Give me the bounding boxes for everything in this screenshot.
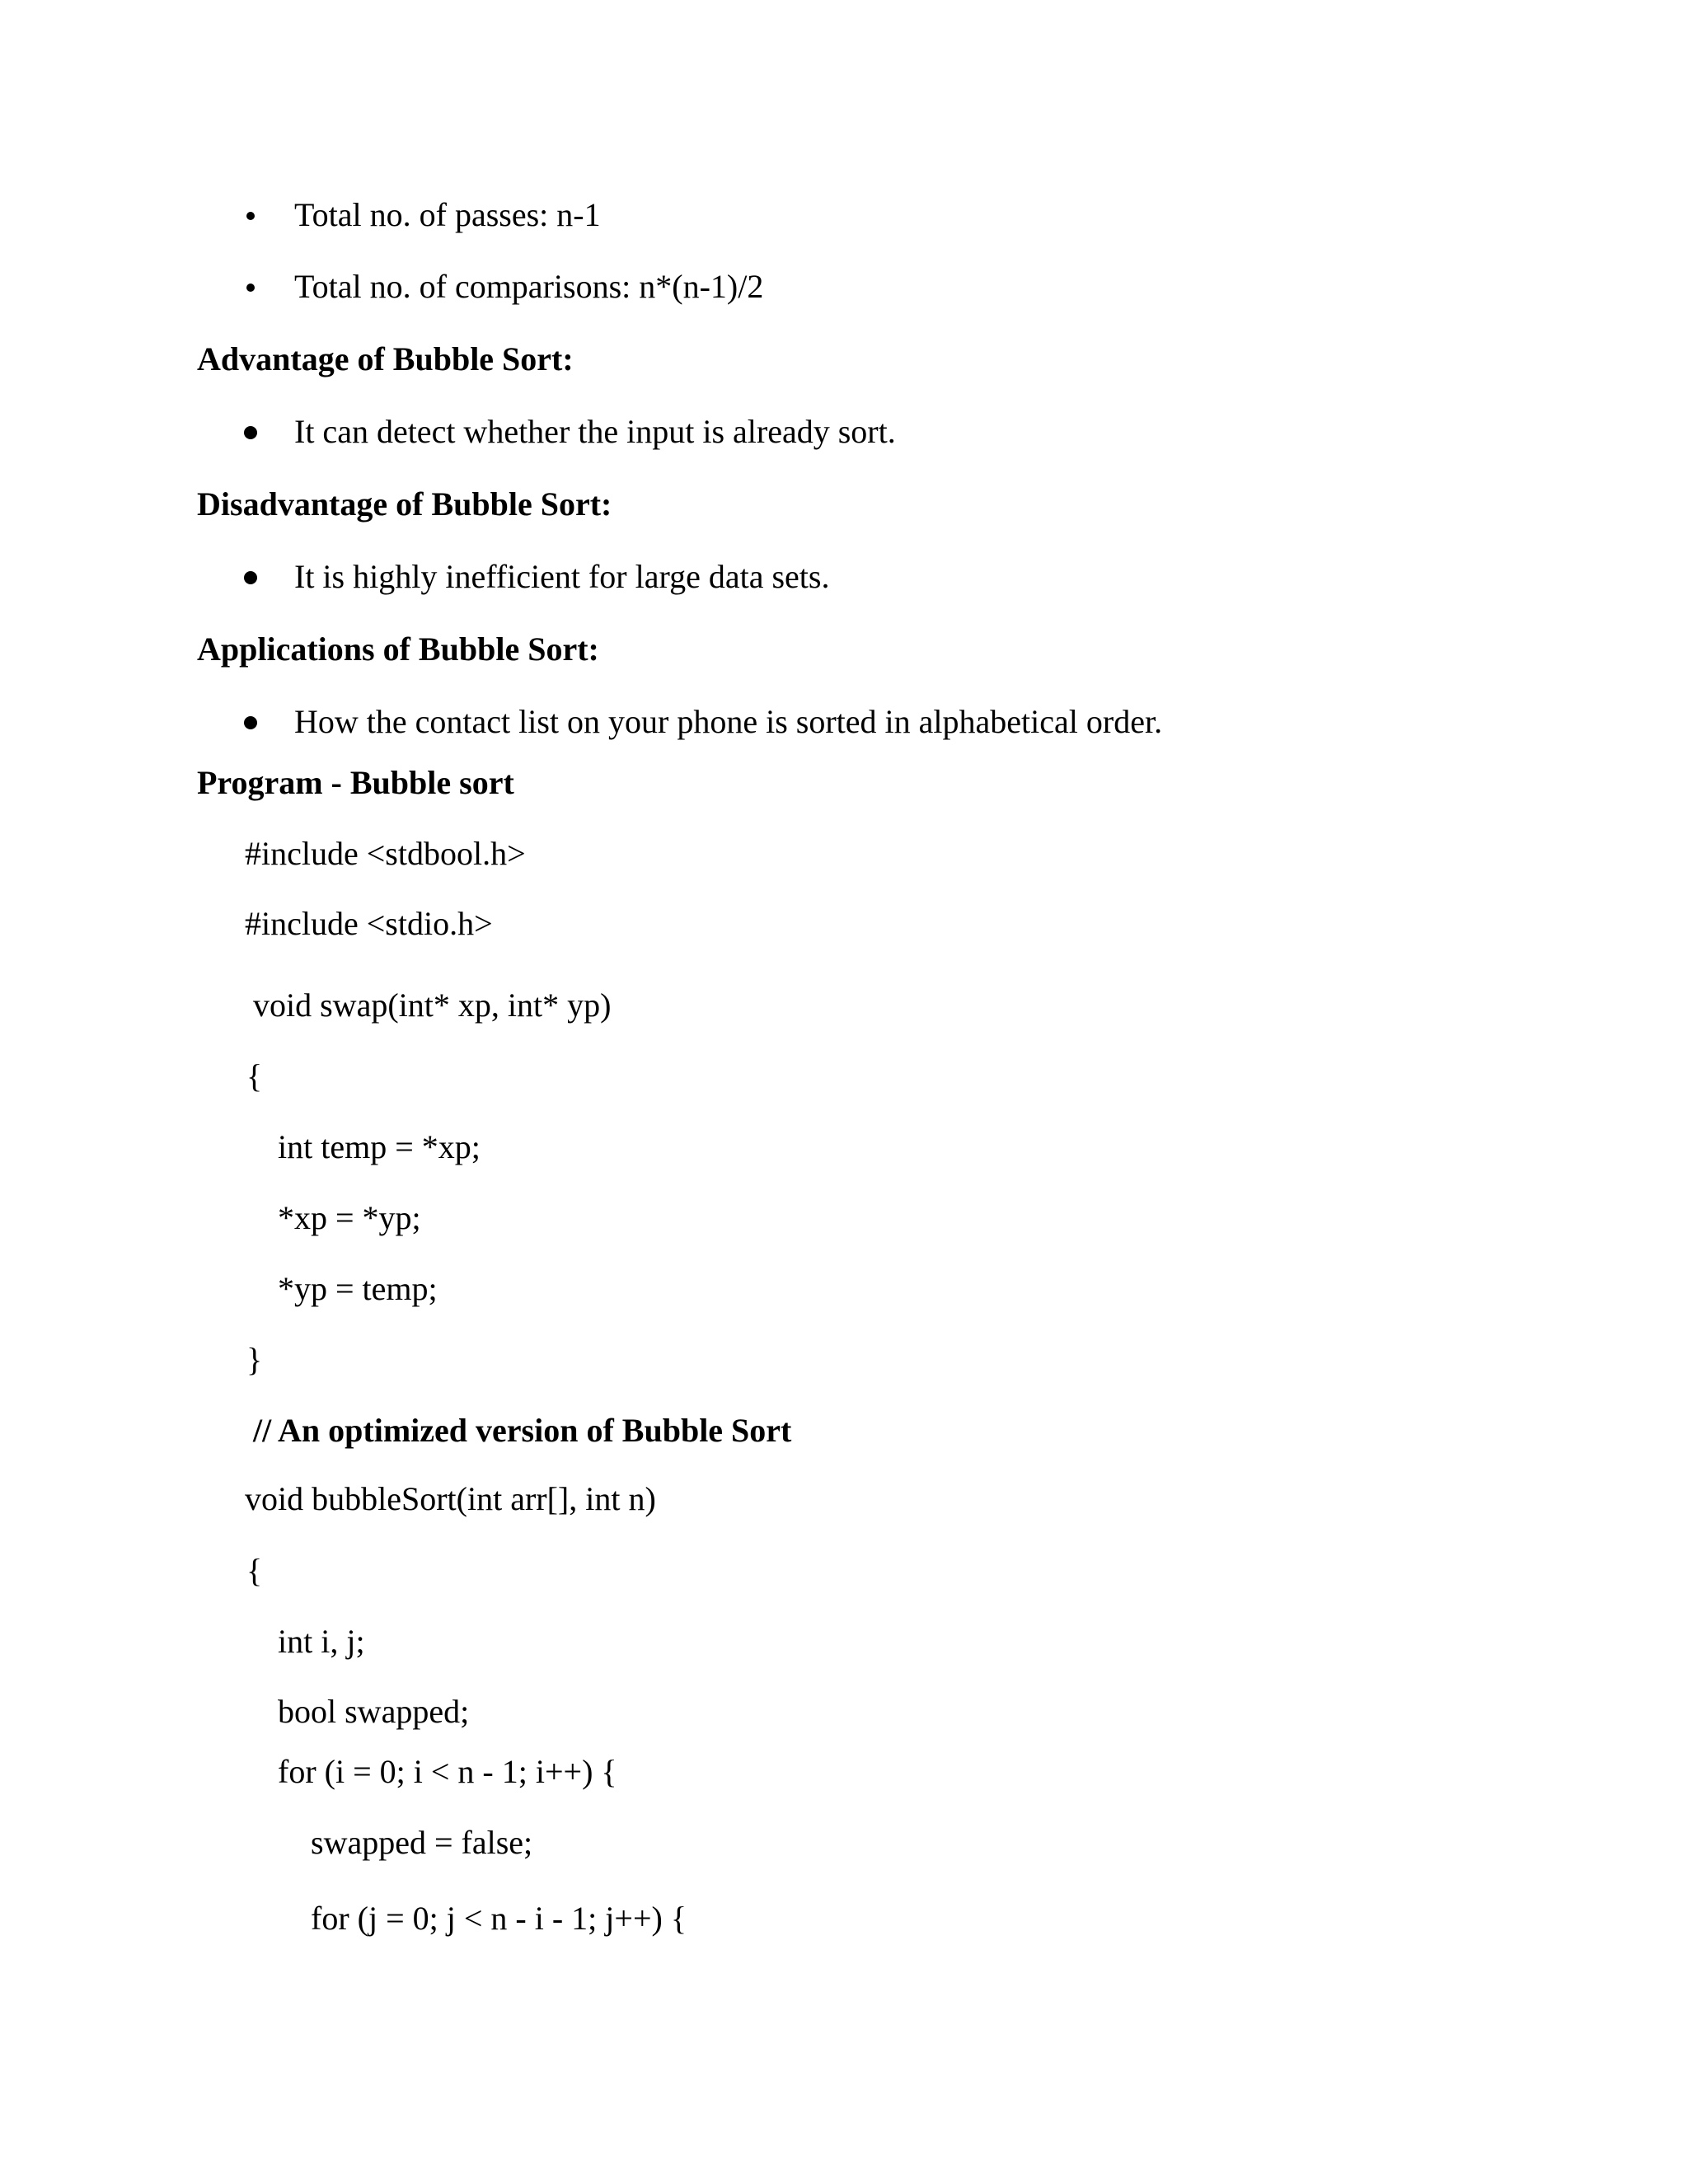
code-line: void swap(int* xp, int* yp) xyxy=(253,987,612,1024)
applications-item: How the contact list on your phone is sorted in alphabetical order. xyxy=(294,703,1163,740)
disadvantage-heading: Disadvantage of Bubble Sort: xyxy=(197,485,612,523)
code-line: { xyxy=(246,1552,263,1589)
code-line: } xyxy=(246,1341,263,1378)
code-line: #include <stdbool.h> xyxy=(245,835,526,872)
bullet-dot xyxy=(246,212,255,220)
applications-heading: Applications of Bubble Sort: xyxy=(197,630,599,668)
code-line: *yp = temp; xyxy=(278,1270,438,1307)
bullet-dot xyxy=(244,426,257,439)
bullet-dot xyxy=(244,716,257,729)
code-line: int i, j; xyxy=(278,1623,365,1660)
code-line: *xp = *yp; xyxy=(278,1199,421,1236)
code-line: #include <stdio.h> xyxy=(245,905,493,942)
code-line: { xyxy=(246,1057,263,1094)
code-line: int temp = *xp; xyxy=(278,1128,481,1165)
code-line: for (j = 0; j < n - i - 1; j++) { xyxy=(311,1900,687,1937)
advantage-heading: Advantage of Bubble Sort: xyxy=(197,340,574,377)
code-line: for (i = 0; i < n - 1; i++) { xyxy=(278,1753,617,1790)
bullet-dot xyxy=(244,571,257,584)
code-line: bool swapped; xyxy=(278,1693,470,1730)
bullet-dot xyxy=(246,284,255,292)
disadvantage-item: It is highly inefficient for large data sets. xyxy=(294,558,830,595)
code-line: void bubbleSort(int arr[], int n) xyxy=(245,1480,656,1517)
code-comment: // An optimized version of Bubble Sort xyxy=(253,1412,792,1449)
program-heading: Program - Bubble sort xyxy=(197,764,514,801)
code-line: swapped = false; xyxy=(311,1824,533,1861)
advantage-item: It can detect whether the input is already sort. xyxy=(294,413,896,450)
complexity-passes: Total no. of passes: n-1 xyxy=(294,196,601,233)
complexity-comparisons: Total no. of comparisons: n*(n-1)/2 xyxy=(294,268,764,305)
